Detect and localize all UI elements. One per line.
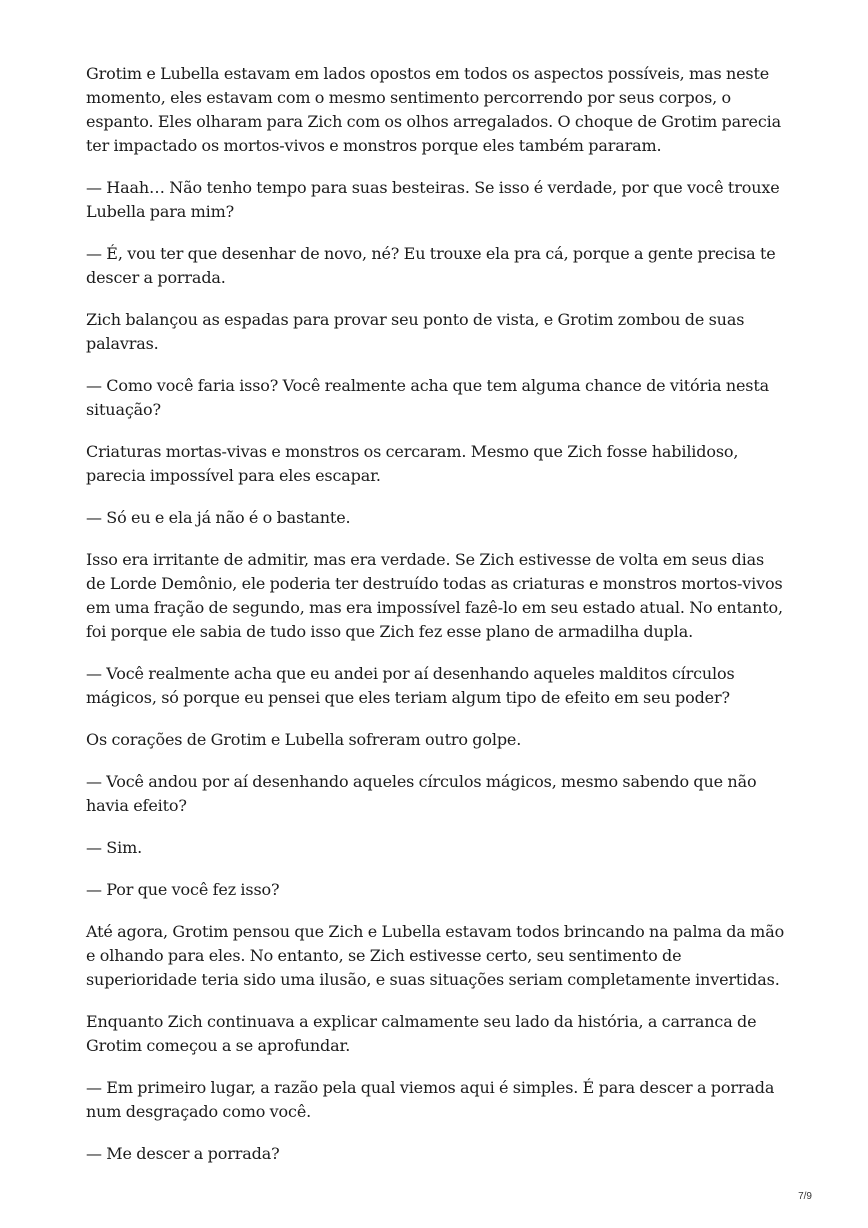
paragraph-6: Criaturas mortas-vivas e monstros os cercaram. Mesmo que Zich fosse habilidoso, parecia impossível para eles escapar. (86, 442, 739, 485)
paragraph-12: — Sim. (86, 838, 143, 857)
paragraph-14: Até agora, Grotim pensou que Zich e Lubella estavam todos brincando na palma da mão e olhando para eles. No entanto, se Zich estivesse certo, seu sentimento de superioridade teria sido uma ilusão, e suas situações seriam completamente invertidas. (86, 922, 785, 989)
paragraph-15: Enquanto Zich continuava a explicar calmamente seu lado da história, a carranca de Grotim começou a se aprofundar. (86, 1012, 757, 1055)
paragraph-17: — Me descer a porrada? (86, 1144, 280, 1163)
paragraph-7: — Só eu e ela já não é o bastante. (86, 508, 351, 527)
paragraph-9: — Você realmente acha que eu andei por aí desenhando aqueles malditos círculos mágicos, só porque eu pensei que eles teriam algum tipo de efeito em seu poder? (86, 664, 735, 707)
paragraph-2: — Haah… Não tenho tempo para suas besteiras. Se isso é verdade, por que você trouxe Lubella para mim? (86, 178, 780, 221)
page-number: 7/9 (798, 1191, 812, 1202)
paragraph-13: — Por que você fez isso? (86, 880, 280, 899)
paragraph-3: — É, vou ter que desenhar de novo, né? Eu trouxe ela pra cá, porque a gente precisa te descer a porrada. (86, 244, 776, 287)
paragraph-10: Os corações de Grotim e Lubella sofreram outro golpe. (86, 730, 522, 749)
paragraph-1: Grotim e Lubella estavam em lados opostos em todos os aspectos possíveis, mas neste momento, eles estavam com o mesmo sentimento percorrendo por seus corpos, o espanto. Eles olharam para Zich com os olhos arregalados. O choque de Grotim parecia ter impactado os mortos-vivos e monstros porque eles também pararam. (86, 64, 782, 155)
paragraph-16: — Em primeiro lugar, a razão pela qual viemos aqui é simples. É para descer a porrada num desgraçado como você. (86, 1078, 775, 1121)
paragraph-4: Zich balançou as espadas para provar seu ponto de vista, e Grotim zombou de suas palavras. (86, 310, 745, 353)
paragraph-11: — Você andou por aí desenhando aqueles círculos mágicos, mesmo sabendo que não havia efeito? (86, 772, 757, 815)
paragraph-5: — Como você faria isso? Você realmente acha que tem alguma chance de vitória nesta situação? (86, 376, 770, 419)
body-text (86, 62, 786, 1184)
paragraph-8: Isso era irritante de admitir, mas era verdade. Se Zich estivesse de volta em seus dias de Lorde Demônio, ele poderia ter destruído todas as criaturas e monstros mortos-vivos em uma fração de segundo, mas era impossível fazê-lo em seu estado atual. No entanto, foi porque ele sabia de tudo isso que Zich fez esse plano de armadilha dupla. (86, 550, 783, 641)
